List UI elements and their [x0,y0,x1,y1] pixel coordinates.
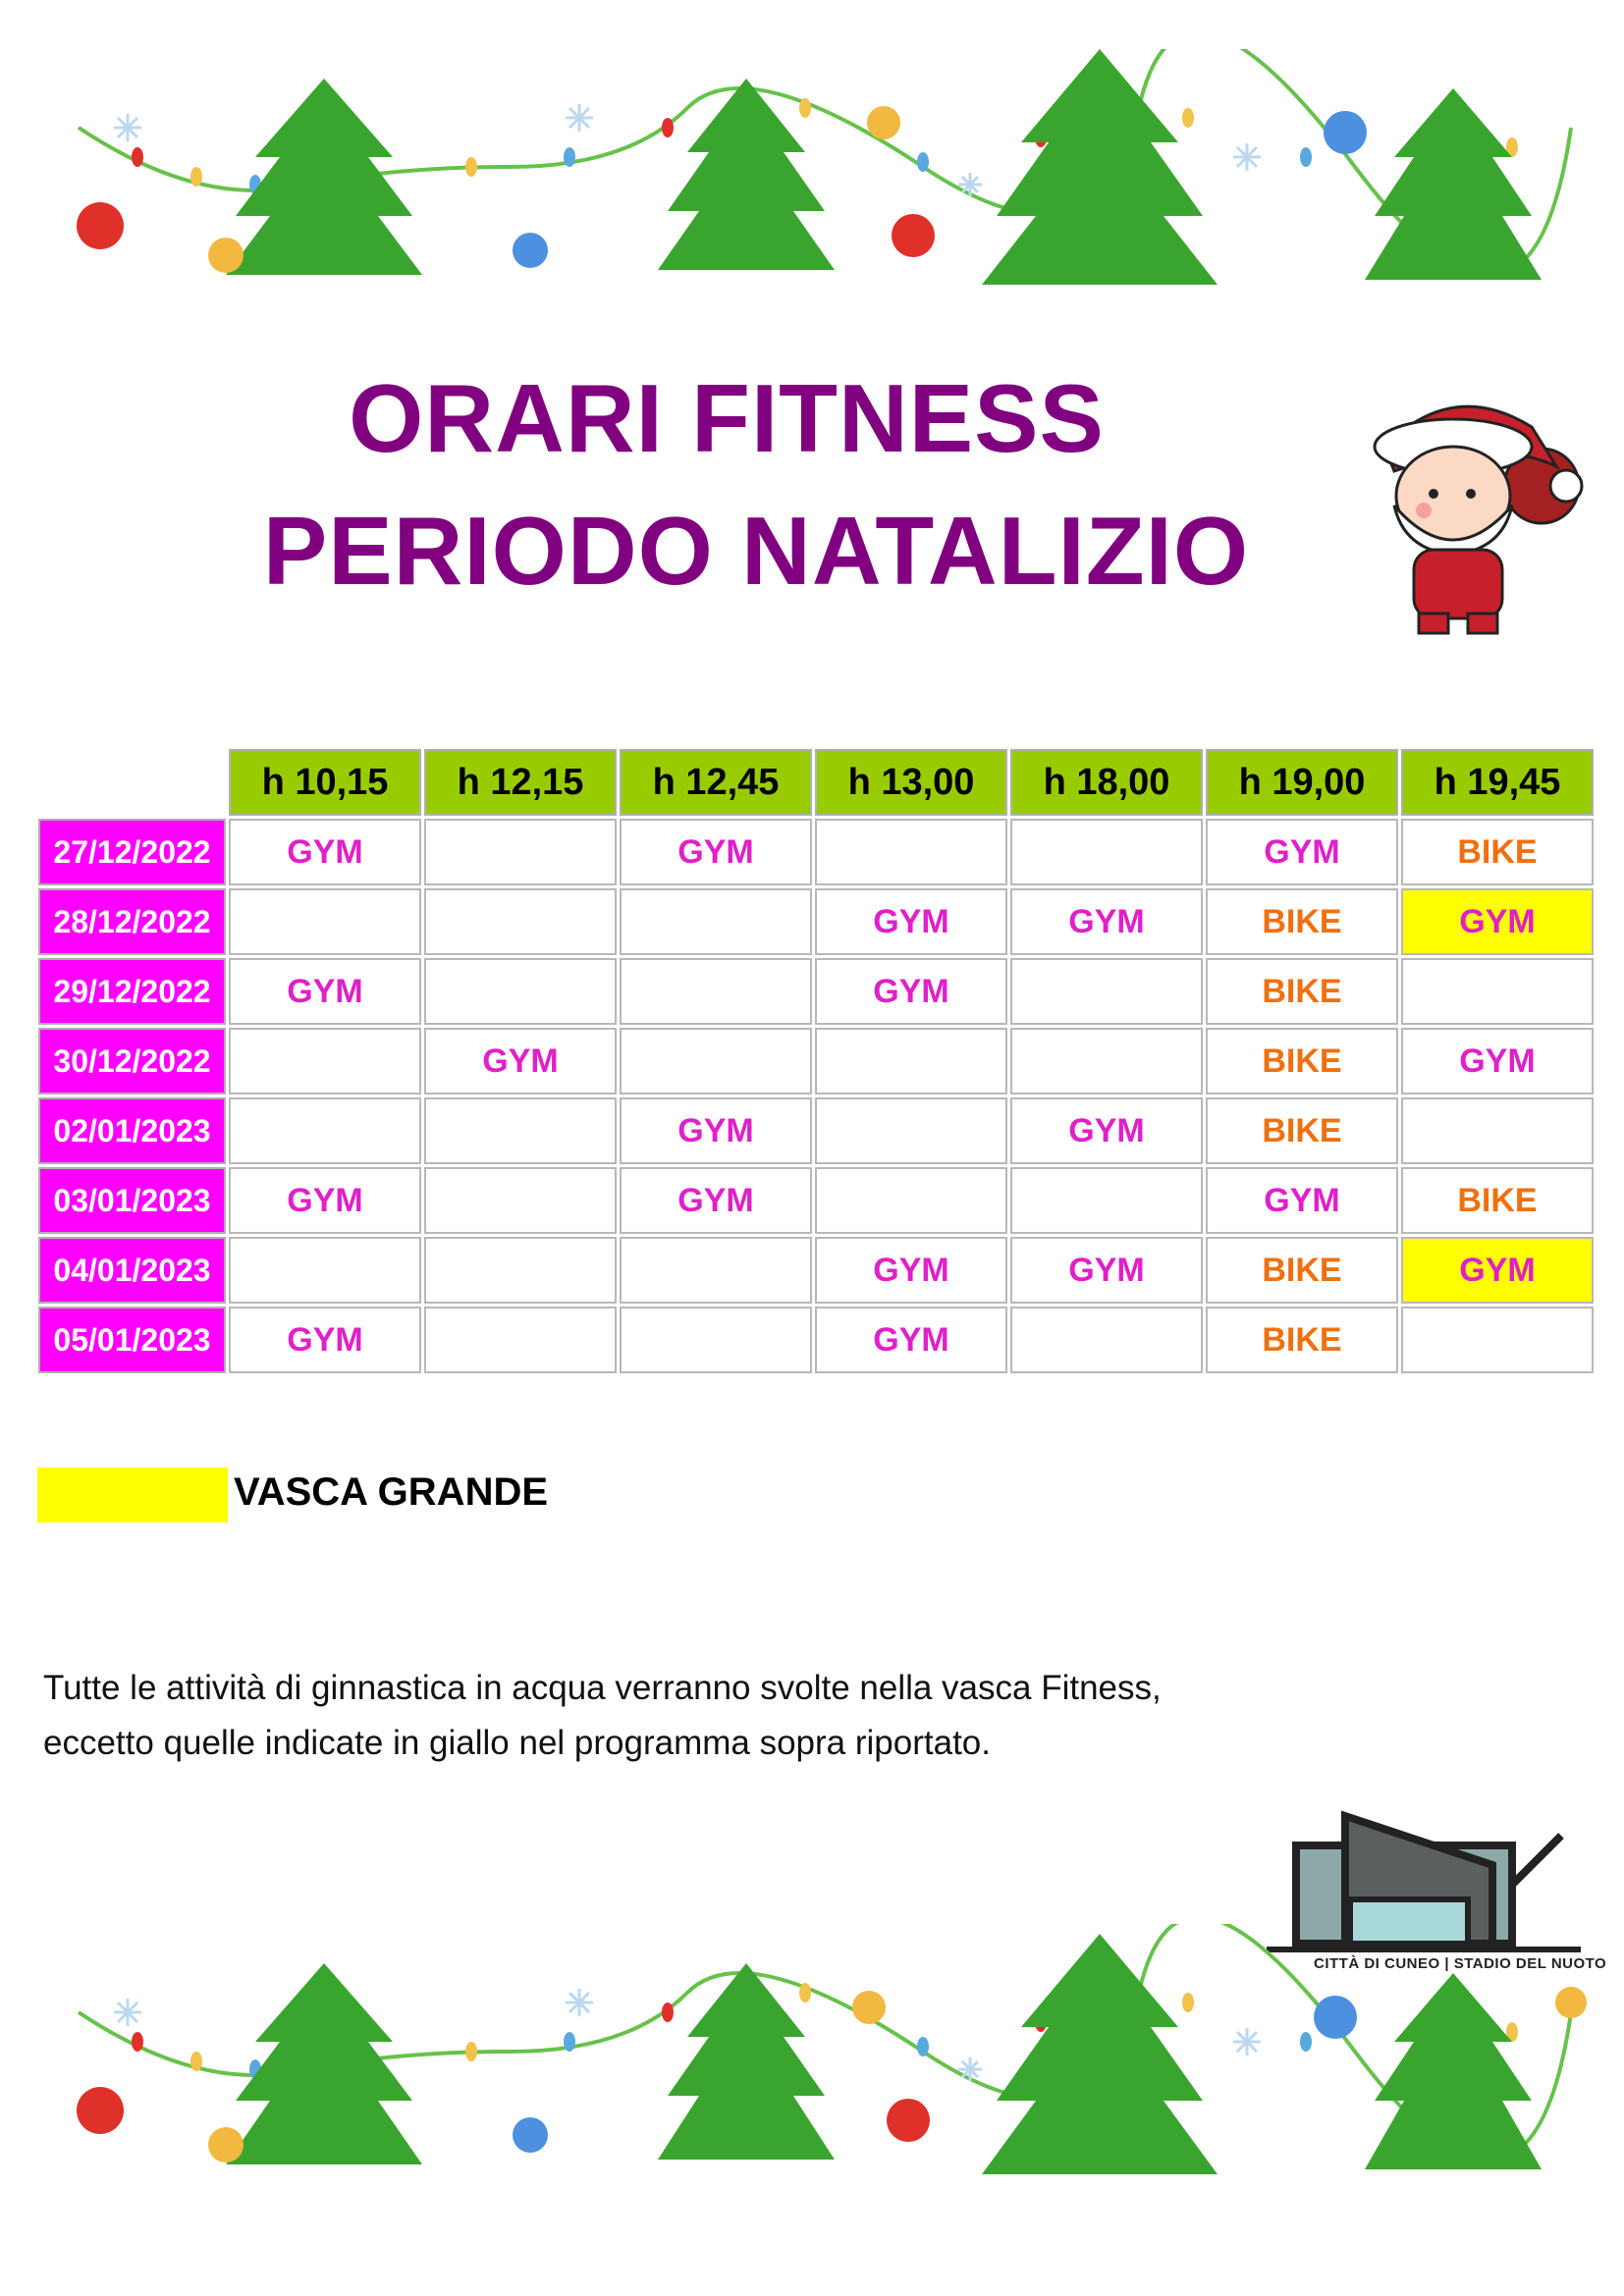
empty-cell [1401,958,1594,1025]
activity-cell: BIKE [1401,819,1594,885]
activity-cell: GYM [620,819,812,885]
empty-cell [1010,1307,1203,1373]
empty-cell [815,1097,1007,1164]
empty-cell [229,888,421,955]
activity-cell: GYM [424,1028,617,1095]
empty-cell [424,1167,617,1234]
date-cell: 02/01/2023 [38,1097,226,1164]
activity-cell: GYM [620,1167,812,1234]
date-cell: 03/01/2023 [38,1167,226,1234]
empty-cell [1010,819,1203,885]
empty-cell [424,958,617,1025]
activity-cell: BIKE [1206,1097,1398,1164]
time-header: h 18,00 [1010,749,1203,816]
table-row [38,1097,1594,1164]
page-title-line-2: PERIODO NATALIZIO [262,497,1250,605]
activity-cell: GYM [1010,1237,1203,1304]
activity-cell: GYM [815,958,1007,1025]
empty-cell [815,1167,1007,1234]
activity-cell: GYM [815,1237,1007,1304]
empty-cell [229,1237,421,1304]
time-header: h 12,15 [424,749,617,816]
date-cell: 28/12/2022 [38,888,226,955]
activity-cell: BIKE [1206,1307,1398,1373]
schedule-header-row [38,749,1594,816]
table-row [38,1237,1594,1304]
empty-cell [424,819,617,885]
logo-caption: CITTÀ DI CUNEO | STADIO DEL NUOTO [1314,1955,1607,1972]
empty-cell [620,1237,812,1304]
activity-cell: BIKE [1206,958,1398,1025]
activity-cell: BIKE [1206,888,1398,955]
empty-cell [424,1237,617,1304]
activity-cell: GYM [815,1307,1007,1373]
date-cell: 30/12/2022 [38,1028,226,1095]
schedule-body [38,819,1594,1373]
table-row [38,1167,1594,1234]
empty-cell [424,1097,617,1164]
activity-cell: GYM [229,958,421,1025]
date-cell: 04/01/2023 [38,1237,226,1304]
empty-cell [620,958,812,1025]
activity-cell: GYM [1010,1097,1203,1164]
christmas-garland-bottom [59,1924,1591,2218]
activity-cell: GYM [1206,819,1398,885]
activity-cell: GYM [229,1167,421,1234]
activity-cell: GYM [1401,1237,1594,1304]
date-cell: 29/12/2022 [38,958,226,1025]
empty-cell [424,1307,617,1373]
activity-cell: GYM [815,888,1007,955]
christmas-garland-top [59,49,1591,304]
date-cell: 05/01/2023 [38,1307,226,1373]
activity-cell: BIKE [1401,1167,1594,1234]
empty-cell [1010,1167,1203,1234]
santa-illustration [1345,378,1591,643]
activity-cell: GYM [620,1097,812,1164]
empty-cell [620,1307,812,1373]
table-row [38,819,1594,885]
activity-cell: BIKE [1206,1237,1398,1304]
christmas-tree-icon [226,49,1542,285]
page-title-line-1: ORARI FITNESS [349,364,1105,472]
header-corner [38,749,226,816]
time-header: h 12,45 [620,749,812,816]
empty-cell [815,1028,1007,1095]
activity-cell: BIKE [1206,1028,1398,1095]
legend-label: VASCA GRANDE [234,1470,549,1514]
time-header: h 19,45 [1401,749,1594,816]
time-header: h 10,15 [229,749,421,816]
empty-cell [229,1097,421,1164]
note-line-2: eccetto quelle indicate in giallo nel programma sopra riportato. [43,1724,991,1762]
time-header: h 19,00 [1206,749,1398,816]
empty-cell [620,888,812,955]
table-row [38,1307,1594,1373]
empty-cell [1010,958,1203,1025]
activity-cell: GYM [1010,888,1203,955]
activity-cell: GYM [1206,1167,1398,1234]
activity-cell: GYM [1401,1028,1594,1095]
activity-cell: GYM [1401,888,1594,955]
note-paragraph [43,1661,1418,1771]
note-line-1: Tutte le attività di ginnastica in acqua verranno svolte nella vasca Fitness, [43,1669,1162,1707]
table-row [38,1028,1594,1095]
empty-cell [620,1028,812,1095]
time-header: h 13,00 [815,749,1007,816]
legend-swatch-yellow [37,1468,228,1522]
empty-cell [229,1028,421,1095]
date-cell: 27/12/2022 [38,819,226,885]
empty-cell [1401,1097,1594,1164]
activity-cell: GYM [229,1307,421,1373]
empty-cell [1401,1307,1594,1373]
table-row [38,958,1594,1025]
empty-cell [424,888,617,955]
fitness-schedule-table [35,746,1597,1376]
empty-cell [815,819,1007,885]
table-row [38,888,1594,955]
empty-cell [1010,1028,1203,1095]
activity-cell: GYM [229,819,421,885]
